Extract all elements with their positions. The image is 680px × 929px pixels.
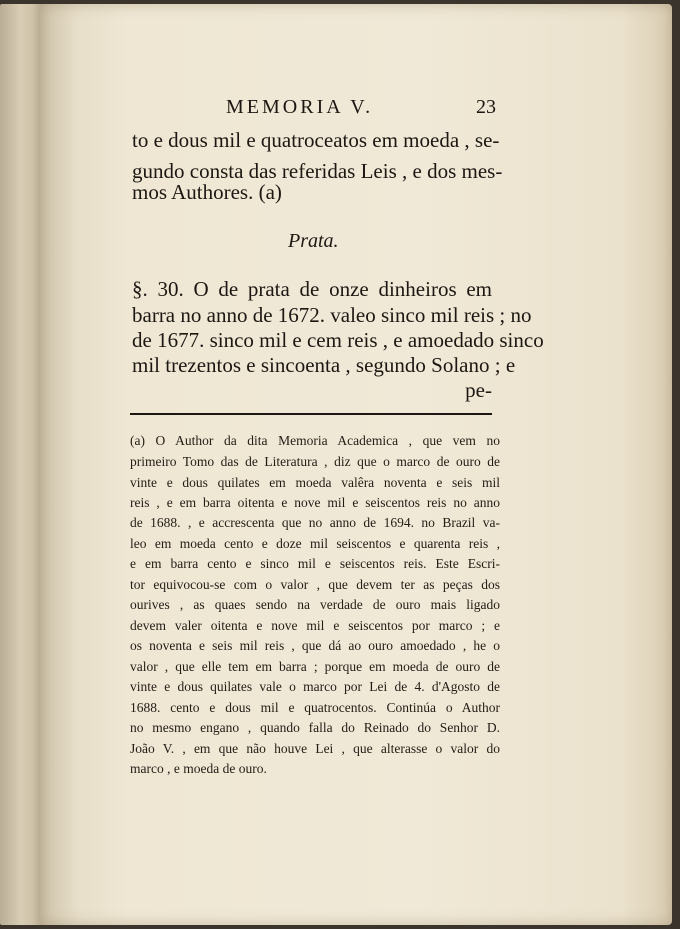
footnote-line: devem valer oitenta e nove mil e seiscentos por marco ; e [130,618,500,633]
footnote-line: valor , que elle tem em barra ; porque em moeda de ouro de [130,659,500,674]
footnote-line: de 1688. , e accrescenta que no anno de 1694. no Brazil va- [130,515,500,530]
paragraph-line: §. 30. O de prata de onze dinheiros em [132,277,492,301]
footnote-line: os noventa e seis mil reis , que dá ao ouro amoedado , he o [130,638,500,653]
footnote-line: vinte e dous quilates em moeda valêra noventa e seis mil [130,475,500,490]
footnote-line: ourives , as quaes sendo na verdade de ouro mais ligado [130,597,500,612]
body-line: to e dous mil e quatroceatos em moeda , se- [132,128,500,152]
paragraph-line: mil trezentos e sincoenta , segundo Solano ; e [132,353,516,377]
footnote-line: (a) O Author da dita Memoria Academica , que vem no [130,433,500,448]
footnote-line: 1688. cento e dous mil e quatrocentos. Continúa o Author [130,700,500,715]
footnote-line: marco , e moeda de ouro. [130,761,267,776]
footnote-line: tor equivocou-se com o valor , que devem ter as peças dos [130,577,500,592]
footnote-line: vinte e dous quilates vale o marco por Lei de 4. d'Agosto de [130,679,500,694]
footnote-line: primeiro Tomo das de Literatura , diz que o marco de ouro de [130,454,500,469]
body-line: mos Authores. (a) [132,180,282,204]
body-line: gundo consta das referidas Leis , e dos mes- [132,159,503,183]
section-subheading: Prata. [288,230,339,252]
footnote-line: no mesmo engano , quando falla do Reinado do Senhor D. [130,720,500,735]
running-header [226,96,496,119]
page-number: 23 [476,96,496,118]
paragraph-line: de 1677. sinco mil e cem reis , e amoedado sinco [132,328,544,352]
running-title: MEMORIA V. [226,96,374,118]
paragraph-line: barra no anno de 1672. valeo sinco mil reis ; no [132,303,532,327]
footnote-line: e em barra cento e sinco mil e seiscentos reis. Este Escri- [130,556,500,571]
footnote-line: leo em moeda cento e doze mil seiscentos e quarenta reis , [130,536,500,551]
footnote-line: João V. , em que não houve Lei , que alterasse o valor do [130,741,500,756]
catchword: pe- [465,378,492,402]
footnote-line: reis , e em barra oitenta e nove mil e seiscentos reis no anno [130,495,500,510]
footnote-rule [130,413,492,415]
